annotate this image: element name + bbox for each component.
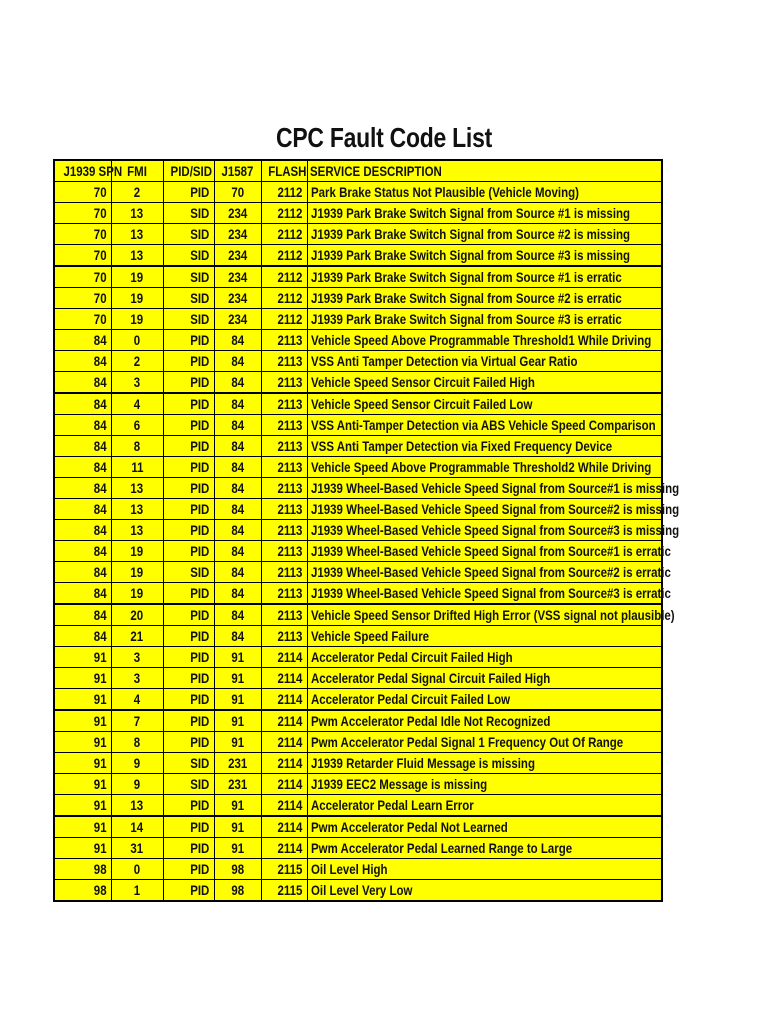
- cell-pid-sid: PID: [163, 668, 214, 689]
- cell-j1939-spn: 84: [54, 562, 111, 583]
- cell-j1587: 234: [214, 224, 261, 245]
- cell-service-description: J1939 Retarder Fluid Message is missing: [307, 753, 662, 774]
- table-row: [54, 520, 662, 541]
- table-row: [54, 393, 662, 415]
- header-service-description: SERVICE DESCRIPTION: [307, 160, 662, 182]
- cell-fmi: 13: [111, 203, 163, 224]
- cell-pid-sid: PID: [163, 457, 214, 478]
- table-row: [54, 732, 662, 753]
- cell-j1587: 84: [214, 330, 261, 351]
- cell-j1939-spn: 84: [54, 626, 111, 647]
- cell-flash: 2113: [261, 520, 307, 541]
- cell-flash: 2114: [261, 647, 307, 668]
- table-row: [54, 372, 662, 394]
- cell-pid-sid: SID: [163, 288, 214, 309]
- cell-j1587: 91: [214, 689, 261, 711]
- cell-j1587: 84: [214, 541, 261, 562]
- cell-fmi: 19: [111, 288, 163, 309]
- cell-j1587: 84: [214, 626, 261, 647]
- cell-service-description: J1939 Park Brake Switch Signal from Source #2 is missing: [307, 224, 662, 245]
- cell-flash: 2113: [261, 478, 307, 499]
- cell-fmi: 13: [111, 499, 163, 520]
- cell-j1587: 84: [214, 583, 261, 605]
- table-row: [54, 710, 662, 732]
- cell-flash: 2113: [261, 457, 307, 478]
- cell-j1587: 91: [214, 795, 261, 817]
- cell-j1939-spn: 70: [54, 245, 111, 267]
- cell-service-description: Oil Level High: [307, 859, 662, 880]
- cell-service-description: J1939 Wheel-Based Vehicle Speed Signal from Source#3 is missing: [307, 520, 662, 541]
- cell-service-description: J1939 Wheel-Based Vehicle Speed Signal from Source#1 is missing: [307, 478, 662, 499]
- cell-pid-sid: PID: [163, 583, 214, 605]
- cell-flash: 2112: [261, 245, 307, 267]
- cell-j1587: 98: [214, 859, 261, 880]
- table-row: [54, 330, 662, 351]
- cell-service-description: Accelerator Pedal Signal Circuit Failed High: [307, 668, 662, 689]
- cell-j1587: 231: [214, 753, 261, 774]
- cell-fmi: 13: [111, 520, 163, 541]
- cell-flash: 2113: [261, 604, 307, 626]
- cell-j1939-spn: 84: [54, 372, 111, 394]
- cell-j1587: 84: [214, 457, 261, 478]
- cell-j1939-spn: 70: [54, 266, 111, 288]
- table-row: [54, 689, 662, 711]
- cell-fmi: 3: [111, 668, 163, 689]
- table-row: [54, 880, 662, 902]
- table-header-row: [54, 160, 662, 182]
- cell-flash: 2113: [261, 372, 307, 394]
- cell-fmi: 19: [111, 309, 163, 330]
- cell-j1939-spn: 84: [54, 436, 111, 457]
- cell-flash: 2114: [261, 668, 307, 689]
- cell-flash: 2115: [261, 859, 307, 880]
- cell-j1587: 84: [214, 393, 261, 415]
- cell-service-description: VSS Anti Tamper Detection via Fixed Frequency Device: [307, 436, 662, 457]
- cell-service-description: J1939 EEC2 Message is missing: [307, 774, 662, 795]
- cell-j1939-spn: 70: [54, 309, 111, 330]
- cell-pid-sid: PID: [163, 372, 214, 394]
- table-row: [54, 541, 662, 562]
- cell-pid-sid: PID: [163, 330, 214, 351]
- cell-service-description: J1939 Wheel-Based Vehicle Speed Signal from Source#1 is erratic: [307, 541, 662, 562]
- header-fmi: FMI: [111, 160, 163, 182]
- cell-j1939-spn: 91: [54, 689, 111, 711]
- cell-fmi: 21: [111, 626, 163, 647]
- cell-pid-sid: SID: [163, 224, 214, 245]
- table-row: [54, 562, 662, 583]
- table-row: [54, 816, 662, 838]
- cell-flash: 2113: [261, 351, 307, 372]
- cell-j1939-spn: 91: [54, 838, 111, 859]
- cell-fmi: 3: [111, 372, 163, 394]
- cell-j1939-spn: 91: [54, 774, 111, 795]
- table-row: [54, 859, 662, 880]
- cell-fmi: 19: [111, 583, 163, 605]
- cell-flash: 2113: [261, 562, 307, 583]
- cell-pid-sid: SID: [163, 245, 214, 267]
- cell-j1587: 234: [214, 203, 261, 224]
- cell-fmi: 11: [111, 457, 163, 478]
- cell-j1939-spn: 84: [54, 604, 111, 626]
- cell-fmi: 0: [111, 859, 163, 880]
- table-row: [54, 478, 662, 499]
- cell-fmi: 13: [111, 224, 163, 245]
- cell-pid-sid: PID: [163, 415, 214, 436]
- cell-fmi: 31: [111, 838, 163, 859]
- cell-flash: 2114: [261, 774, 307, 795]
- cell-flash: 2115: [261, 880, 307, 902]
- cell-pid-sid: PID: [163, 393, 214, 415]
- cell-pid-sid: PID: [163, 478, 214, 499]
- cell-j1939-spn: 84: [54, 415, 111, 436]
- cell-pid-sid: PID: [163, 732, 214, 753]
- cell-pid-sid: PID: [163, 816, 214, 838]
- cell-pid-sid: PID: [163, 647, 214, 668]
- table-body: [54, 182, 679, 902]
- cell-pid-sid: PID: [163, 859, 214, 880]
- table-row: [54, 288, 662, 309]
- cell-fmi: 14: [111, 816, 163, 838]
- cell-j1587: 234: [214, 309, 261, 330]
- cell-flash: 2113: [261, 583, 307, 605]
- cell-flash: 2112: [261, 224, 307, 245]
- cell-pid-sid: PID: [163, 520, 214, 541]
- table-row: [54, 795, 662, 817]
- cell-fmi: 3: [111, 647, 163, 668]
- table-row: [54, 604, 662, 626]
- cell-pid-sid: SID: [163, 309, 214, 330]
- cell-flash: 2113: [261, 499, 307, 520]
- cell-fmi: 7: [111, 710, 163, 732]
- cell-flash: 2112: [261, 266, 307, 288]
- cell-flash: 2112: [261, 288, 307, 309]
- cell-service-description: J1939 Park Brake Switch Signal from Source #1 is missing: [307, 203, 662, 224]
- cell-flash: 2114: [261, 689, 307, 711]
- table-row: [54, 266, 662, 288]
- cell-pid-sid: PID: [163, 604, 214, 626]
- cell-pid-sid: PID: [163, 626, 214, 647]
- cell-j1587: 231: [214, 774, 261, 795]
- cell-j1587: 234: [214, 266, 261, 288]
- cell-flash: 2114: [261, 753, 307, 774]
- table-row: [54, 753, 662, 774]
- table-row: [54, 309, 662, 330]
- table-row: [54, 415, 662, 436]
- cell-fmi: 0: [111, 330, 163, 351]
- cell-pid-sid: SID: [163, 266, 214, 288]
- cell-service-description: J1939 Wheel-Based Vehicle Speed Signal from Source#3 is erratic: [307, 583, 662, 605]
- cell-j1939-spn: 84: [54, 457, 111, 478]
- cell-j1939-spn: 91: [54, 732, 111, 753]
- cell-j1587: 91: [214, 732, 261, 753]
- cell-j1939-spn: 84: [54, 541, 111, 562]
- table-row: [54, 203, 662, 224]
- table-row: [54, 668, 662, 689]
- cell-service-description: Oil Level Very Low: [307, 880, 662, 902]
- cell-service-description: Pwm Accelerator Pedal Idle Not Recognized: [307, 710, 662, 732]
- table-row: [54, 583, 662, 605]
- cell-fmi: 13: [111, 795, 163, 817]
- cell-fmi: 19: [111, 541, 163, 562]
- cell-flash: 2113: [261, 541, 307, 562]
- cell-j1939-spn: 91: [54, 795, 111, 817]
- cell-service-description: VSS Anti Tamper Detection via Virtual Gear Ratio: [307, 351, 662, 372]
- cell-pid-sid: PID: [163, 541, 214, 562]
- fault-code-table: [53, 159, 679, 902]
- cell-j1939-spn: 91: [54, 668, 111, 689]
- cell-pid-sid: PID: [163, 436, 214, 457]
- cell-j1587: 84: [214, 436, 261, 457]
- cell-j1587: 91: [214, 838, 261, 859]
- cell-service-description: J1939 Wheel-Based Vehicle Speed Signal from Source#2 is erratic: [307, 562, 662, 583]
- cell-pid-sid: SID: [163, 203, 214, 224]
- cell-flash: 2112: [261, 203, 307, 224]
- cell-fmi: 13: [111, 245, 163, 267]
- cell-j1587: 84: [214, 478, 261, 499]
- cell-fmi: 1: [111, 880, 163, 902]
- cell-flash: 2112: [261, 182, 307, 203]
- cell-service-description: Accelerator Pedal Circuit Failed High: [307, 647, 662, 668]
- cell-service-description: Park Brake Status Not Plausible (Vehicle Moving): [307, 182, 662, 203]
- cell-j1587: 84: [214, 520, 261, 541]
- cell-j1587: 91: [214, 647, 261, 668]
- cell-j1587: 70: [214, 182, 261, 203]
- cell-pid-sid: PID: [163, 499, 214, 520]
- cell-pid-sid: PID: [163, 710, 214, 732]
- cell-pid-sid: SID: [163, 753, 214, 774]
- cell-service-description: Vehicle Speed Sensor Circuit Failed Low: [307, 393, 662, 415]
- cell-service-description: J1939 Park Brake Switch Signal from Source #3 is erratic: [307, 309, 662, 330]
- cell-j1939-spn: 91: [54, 753, 111, 774]
- cell-service-description: Accelerator Pedal Circuit Failed Low: [307, 689, 662, 711]
- cell-pid-sid: PID: [163, 838, 214, 859]
- cell-j1587: 84: [214, 562, 261, 583]
- header-j1939-spn: J1939 SPN: [54, 160, 111, 182]
- cell-j1939-spn: 70: [54, 224, 111, 245]
- cell-j1939-spn: 70: [54, 288, 111, 309]
- cell-pid-sid: PID: [163, 795, 214, 817]
- table-row: [54, 224, 662, 245]
- cell-service-description: Vehicle Speed Above Programmable Threshold2 While Driving: [307, 457, 662, 478]
- cell-service-description: VSS Anti-Tamper Detection via ABS Vehicle Speed Comparison: [307, 415, 662, 436]
- cell-flash: 2113: [261, 436, 307, 457]
- cell-j1587: 84: [214, 604, 261, 626]
- cell-service-description: Pwm Accelerator Pedal Not Learned: [307, 816, 662, 838]
- cell-pid-sid: SID: [163, 774, 214, 795]
- cell-j1587: 84: [214, 351, 261, 372]
- cell-j1587: 234: [214, 288, 261, 309]
- page-title: CPC Fault Code List: [275, 122, 492, 153]
- cell-j1939-spn: 84: [54, 499, 111, 520]
- cell-fmi: 13: [111, 478, 163, 499]
- cell-pid-sid: PID: [163, 689, 214, 711]
- header-pid-sid: PID/SID: [163, 160, 214, 182]
- cell-service-description: J1939 Park Brake Switch Signal from Source #3 is missing: [307, 245, 662, 267]
- table-row: [54, 457, 662, 478]
- cell-j1939-spn: 84: [54, 330, 111, 351]
- cell-j1939-spn: 70: [54, 182, 111, 203]
- cell-fmi: 2: [111, 351, 163, 372]
- cell-j1587: 84: [214, 372, 261, 394]
- cell-j1587: 234: [214, 245, 261, 267]
- cell-j1939-spn: 84: [54, 478, 111, 499]
- cell-flash: 2114: [261, 710, 307, 732]
- cell-fmi: 4: [111, 689, 163, 711]
- cell-j1939-spn: 91: [54, 647, 111, 668]
- cell-j1587: 91: [214, 710, 261, 732]
- table-row: [54, 774, 662, 795]
- cell-flash: 2113: [261, 393, 307, 415]
- cell-fmi: 9: [111, 774, 163, 795]
- cell-j1939-spn: 98: [54, 859, 111, 880]
- cell-j1939-spn: 91: [54, 816, 111, 838]
- cell-fmi: 8: [111, 436, 163, 457]
- cell-fmi: 9: [111, 753, 163, 774]
- cell-service-description: J1939 Wheel-Based Vehicle Speed Signal from Source#2 is missing: [307, 499, 662, 520]
- cell-j1587: 91: [214, 668, 261, 689]
- cell-pid-sid: PID: [163, 351, 214, 372]
- cell-flash: 2113: [261, 415, 307, 436]
- cell-j1939-spn: 98: [54, 880, 111, 902]
- cell-service-description: Pwm Accelerator Pedal Signal 1 Frequency Out Of Range: [307, 732, 662, 753]
- cell-flash: 2114: [261, 816, 307, 838]
- cell-service-description: J1939 Park Brake Switch Signal from Source #2 is erratic: [307, 288, 662, 309]
- table-row: [54, 647, 662, 668]
- cell-j1939-spn: 70: [54, 203, 111, 224]
- cell-fmi: 20: [111, 604, 163, 626]
- cell-service-description: J1939 Park Brake Switch Signal from Source #1 is erratic: [307, 266, 662, 288]
- cell-fmi: 19: [111, 562, 163, 583]
- table-row: [54, 436, 662, 457]
- header-flash: FLASH: [261, 160, 307, 182]
- table-row: [54, 182, 662, 203]
- cell-fmi: 19: [111, 266, 163, 288]
- cell-fmi: 4: [111, 393, 163, 415]
- cell-j1939-spn: 84: [54, 583, 111, 605]
- cell-pid-sid: PID: [163, 880, 214, 902]
- cell-service-description: Pwm Accelerator Pedal Learned Range to Large: [307, 838, 662, 859]
- cell-fmi: 2: [111, 182, 163, 203]
- cell-service-description: Vehicle Speed Sensor Drifted High Error (VSS signal not plausible): [307, 604, 662, 626]
- cell-service-description: Vehicle Speed Sensor Circuit Failed High: [307, 372, 662, 394]
- cell-fmi: 6: [111, 415, 163, 436]
- cell-service-description: Vehicle Speed Above Programmable Threshold1 While Driving: [307, 330, 662, 351]
- cell-fmi: 8: [111, 732, 163, 753]
- cell-j1587: 98: [214, 880, 261, 902]
- cell-j1939-spn: 84: [54, 520, 111, 541]
- cell-service-description: Vehicle Speed Failure: [307, 626, 662, 647]
- cell-j1587: 91: [214, 816, 261, 838]
- cell-flash: 2114: [261, 795, 307, 817]
- cell-j1939-spn: 91: [54, 710, 111, 732]
- header-j1587: J1587: [214, 160, 261, 182]
- cell-pid-sid: PID: [163, 182, 214, 203]
- cell-service-description: Accelerator Pedal Learn Error: [307, 795, 662, 817]
- cell-j1939-spn: 84: [54, 393, 111, 415]
- cell-j1939-spn: 84: [54, 351, 111, 372]
- table-row: [54, 499, 662, 520]
- cell-j1587: 84: [214, 415, 261, 436]
- cell-flash: 2114: [261, 732, 307, 753]
- table-row: [54, 245, 662, 267]
- cell-flash: 2113: [261, 330, 307, 351]
- table-row: [54, 626, 662, 647]
- cell-flash: 2112: [261, 309, 307, 330]
- table-row: [54, 351, 662, 372]
- cell-pid-sid: SID: [163, 562, 214, 583]
- table-row: [54, 838, 662, 859]
- cell-flash: 2113: [261, 626, 307, 647]
- cell-flash: 2114: [261, 838, 307, 859]
- cell-j1587: 84: [214, 499, 261, 520]
